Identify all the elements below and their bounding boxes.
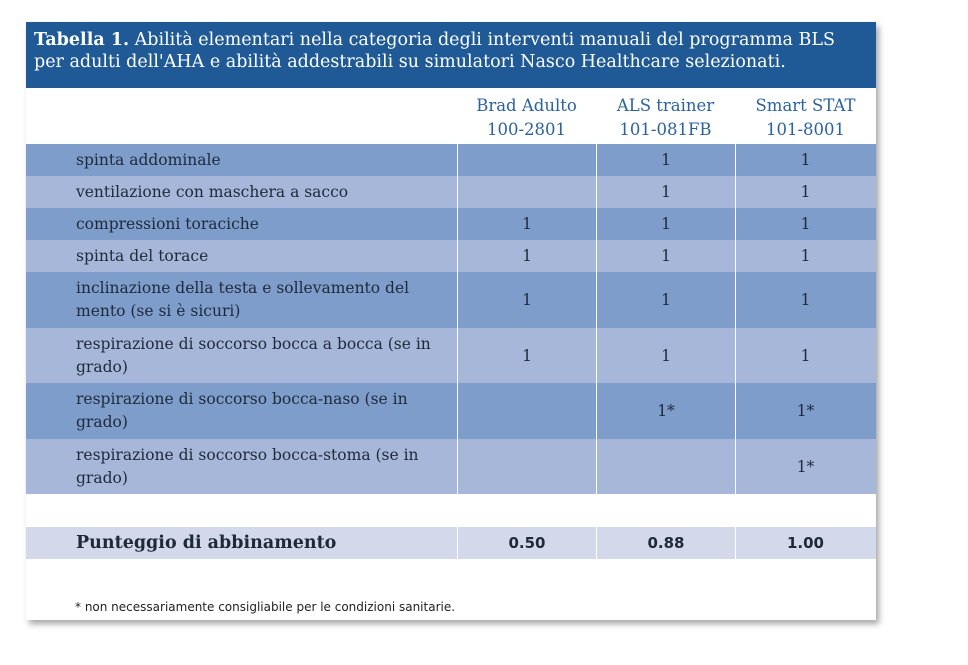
skill-cell: respirazione di soccorso bocca a bocca (se in grado) — [76, 334, 431, 376]
table-row — [26, 144, 876, 176]
value-cell — [457, 439, 596, 494]
value-cell: 1 — [596, 240, 735, 272]
column-header-name: ALS trainer — [616, 96, 715, 115]
value-cell — [457, 176, 596, 208]
value-cell: 1 — [457, 328, 596, 383]
table-row — [26, 208, 876, 240]
table-title-text: Abilità elementari nella categoria degli interventi manuali del programma BLS per adulti dell'AHA e abilità addestrabili su simulatori Nasco Healthcare selezionati. — [34, 30, 836, 72]
value-cell: 1 — [457, 240, 596, 272]
skill-cell: ventilazione con maschera a sacco — [76, 182, 349, 201]
table-card — [26, 22, 876, 620]
skill-cell: respirazione di soccorso bocca-stoma (se in grado) — [76, 445, 419, 487]
table-row — [26, 272, 876, 328]
value-cell: 1 — [596, 208, 735, 240]
score-label: Punteggio di abbinamento — [76, 532, 337, 553]
table-row — [26, 439, 876, 494]
skill-cell: inclinazione della testa e sollevamento del mento (se si è sicuri) — [76, 279, 410, 320]
value-cell: 1* — [596, 383, 735, 439]
table-row — [26, 240, 876, 272]
value-cell: 1 — [457, 272, 596, 328]
value-cell: 1 — [596, 144, 735, 176]
score-row — [26, 527, 876, 559]
column-header-code: 101-8001 — [765, 120, 846, 139]
table-row — [26, 328, 876, 383]
value-cell: 1 — [735, 240, 875, 272]
column-header-smart-stat — [735, 94, 876, 142]
value-cell: 1 — [735, 144, 875, 176]
table-title-label: Tabella 1. — [34, 30, 130, 50]
footnote: * non necessariamente consigliabile per le condizioni sanitarie. — [75, 600, 456, 614]
skill-cell: compressioni toraciche — [76, 214, 259, 233]
skill-cell: spinta addominale — [76, 150, 221, 169]
table-row — [26, 383, 876, 439]
skill-cell: respirazione di soccorso bocca-naso (se in grado) — [76, 390, 408, 431]
score-value: 0.88 — [596, 527, 735, 559]
value-cell: 1 — [457, 208, 596, 240]
value-cell: 1 — [735, 328, 875, 383]
value-cell — [596, 439, 735, 494]
skill-cell: spinta del torace — [76, 246, 209, 265]
value-cell: 1 — [596, 272, 735, 328]
value-cell: 1 — [596, 328, 735, 383]
value-cell: 1 — [735, 176, 875, 208]
score-value: 0.50 — [457, 527, 596, 559]
column-header-brad-adulto — [457, 94, 596, 142]
value-cell — [457, 383, 596, 439]
value-cell: 1 — [735, 272, 875, 328]
table-row — [26, 176, 876, 208]
column-header-als-trainer — [596, 94, 735, 142]
column-header-name: Brad Adulto — [476, 96, 577, 115]
value-cell: 1* — [735, 439, 875, 494]
value-cell: 1 — [596, 176, 735, 208]
table-title — [26, 22, 876, 88]
value-cell: 1* — [735, 383, 875, 439]
column-header-code: 100-2801 — [486, 120, 567, 139]
score-value: 1.00 — [735, 527, 875, 559]
column-header-name: Smart STAT — [755, 96, 856, 115]
column-header-code: 101-081FB — [619, 120, 712, 139]
value-cell: 1 — [735, 208, 875, 240]
value-cell — [457, 144, 596, 176]
